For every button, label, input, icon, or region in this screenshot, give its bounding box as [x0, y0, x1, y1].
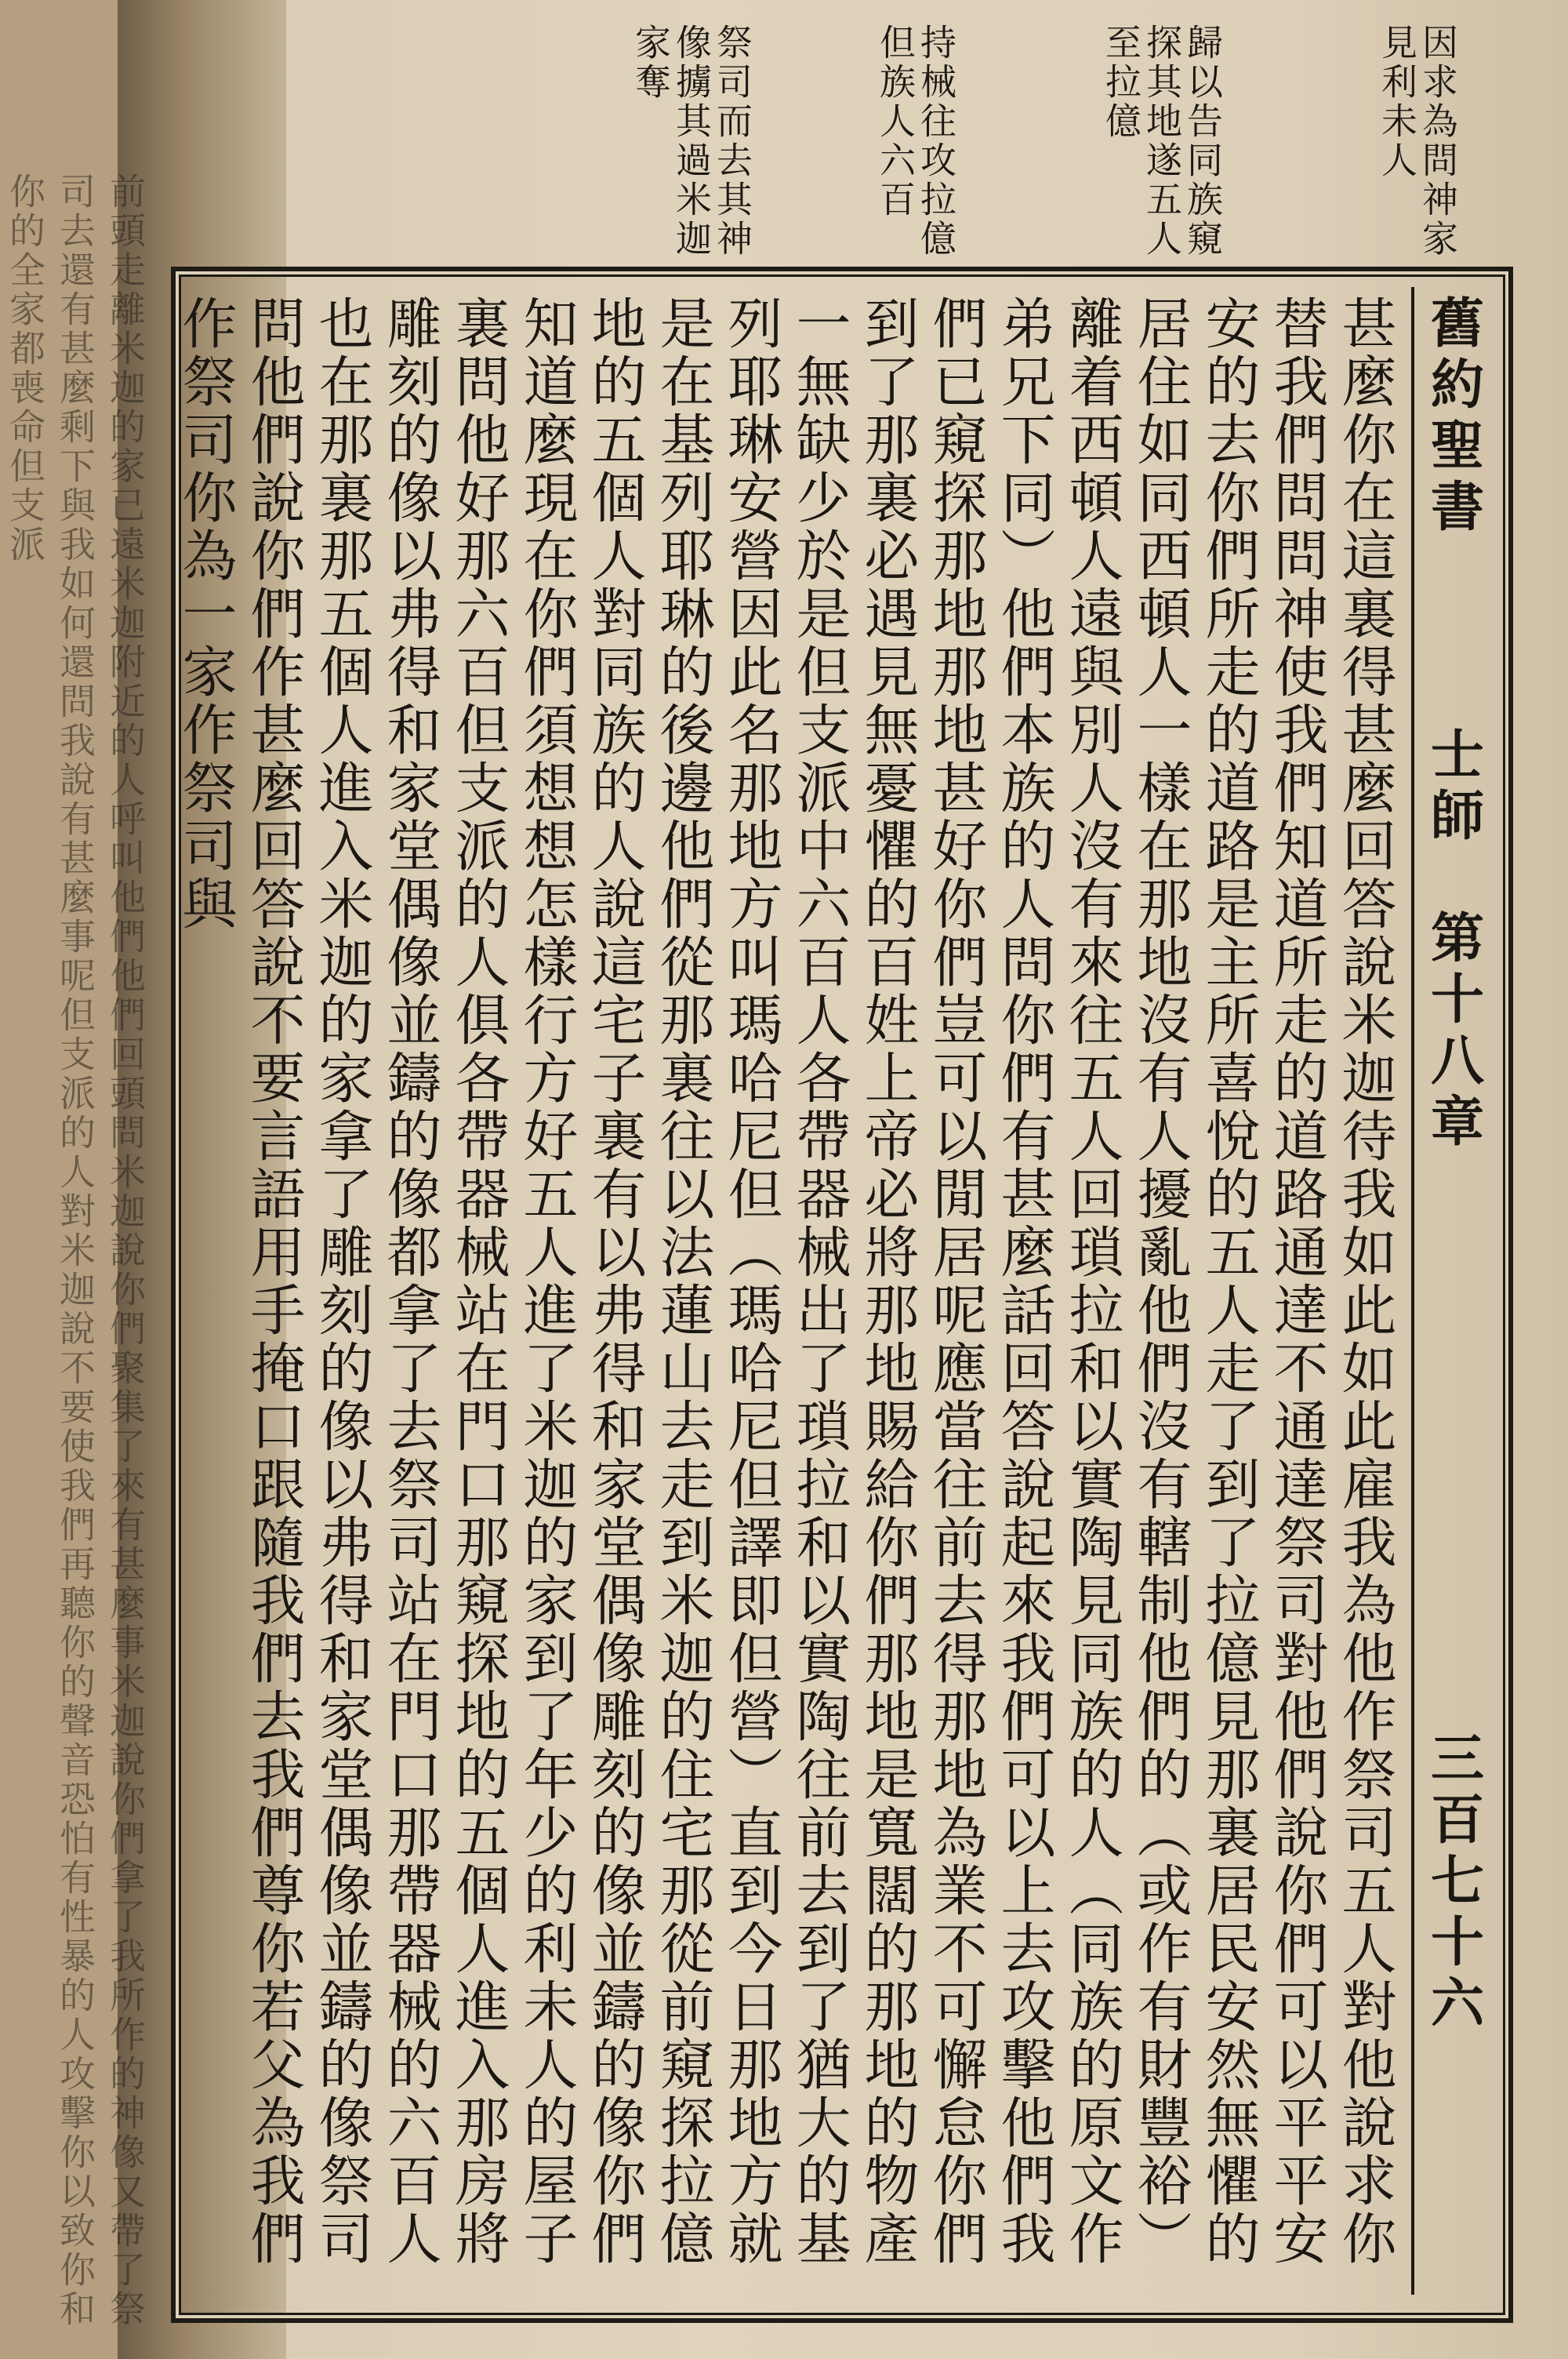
left-page-column: 前頭走離米迦的家已遠米迦附近的人呼叫他們他們回頭問米迦說你們聚集了來有甚麼事米迦說你們拿了我所作的神像又帶了祭司去還有甚麼剩下與我如何還問我說有甚麼事呢但支派的人對米迦說不要使我們再聽你的聲音恐怕有性暴的人攻擊你以致你和你的全家都喪命但支派 — [4, 173, 147, 2329]
chapter-title: 士師 第十八章 — [1421, 726, 1485, 1154]
margin-note: 持械往攻拉億但族人六百 — [874, 24, 957, 259]
margin-note: 歸以告同族窺探其地遂五人至拉億 — [1100, 24, 1224, 259]
scripture-paragraph: 甚麼你在這裏得甚麼回答說米迦待我如此如此雇我為他作祭司五人對他說求你替我們問問神使我們知道所走的道路通達不通達祭司對他們說你們可以平平安安的去你們所走的道路是主所喜悅的五人走了到了拉億見那裏居民安然無懼的居住如同西頓人一樣在那地沒有人擾亂他們沒有轄制他們的（或作有財豐裕）離着西頓人遠與別人沒有來往五人回瑣拉和以實陶見同族的人（同族的原文作弟兄下同）他們本族的人問你們有甚麼話回答說起來我們可以上去攻擊他們我們已窺探那地那地甚好你們豈可以閒居呢應當往前去得那地為業不可懈怠你們到了那裏必遇見無憂懼的百姓上帝必將那地賜給你們那地是寬闊的那地的物產一無缺少於是但支派中六百人各帶器械出了瑣拉和以實陶往前去到了猶大的基列耶琳安營因此名那地方叫瑪哈尼但（瑪哈尼但譯即但營）直到今日那地方就是在基列耶琳的後邊他們從那裏往以法蓮山去走到米迦的住宅那從前窺探拉億地的五個人對同族的人說這宅子裏有以弗得和家堂偶像雕刻的像並鑄的像你們知道麼現在你們須想想怎樣行方好五人進了米迦的家到了年少的利未人的屋子裏問他好那六百但支派的人俱各帶器械站在門口那窺探地的五個人進入那房將雕刻的像以弗得和家堂偶像並鑄的像都拿了去祭司站在門口那帶器械的六百人也在那裏那五個人進入米迦的家拿了雕刻的像以弗得和家堂偶像並鑄的像祭司問他們說你們作甚麼回答說不要言語用手掩口跟隨我們去我們尊你若父為我們作祭司你為一家作祭司與 — [173, 295, 1397, 2268]
page-number: 三百七十六 — [1421, 1730, 1485, 2036]
scripture-text — [173, 295, 1399, 2287]
text-frame — [171, 267, 1513, 2323]
running-header — [1411, 287, 1493, 2295]
margin-notes — [345, 24, 1458, 259]
book-title: 舊約聖書 — [1421, 295, 1485, 540]
margin-note: 因求為問神家見利未人 — [1376, 24, 1459, 259]
margin-note: 祭司而去其神像擄其過米迦家奪 — [630, 24, 753, 259]
left-page-text — [0, 173, 161, 2353]
